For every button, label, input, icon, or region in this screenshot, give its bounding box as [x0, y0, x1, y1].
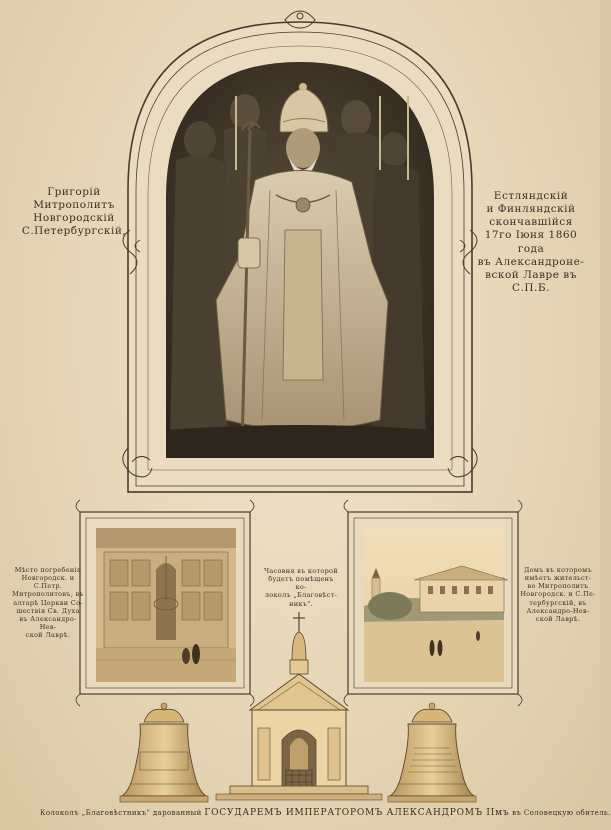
- metropolitan-portrait: [166, 62, 434, 458]
- residence-picture: [364, 528, 508, 682]
- bell-left: [120, 703, 208, 802]
- note-chapel: Часовня въ которой будетъ помѣщенъ ко- локолъ „Благовѣст- никъ".: [264, 567, 338, 608]
- note-burial-place: Мѣсто погребенія Новгородск. и С.Петр. Митрополитовъ, въ алтарѣ Церкви Со- шествія Св. Духа въ Александро-Нев- ской Лаврѣ.: [12, 566, 84, 639]
- bottom-caption-part1: Колоколъ „Благовѣстникъ" дарованный: [40, 809, 205, 817]
- note-residence: Домъ въ которомъ имѣетъ жительст- во Митрополитъ Новгородск. и С.Пе- тербургскій, въ Александро-Нев- ской Лаврѣ.: [520, 566, 596, 623]
- church-interior-frame: [76, 500, 254, 706]
- bottom-caption: [40, 808, 611, 819]
- church-interior-picture: [96, 528, 236, 682]
- title-left: Григорій Митрополитъ Новгородскій С.Петербургскій,: [21, 186, 127, 238]
- bell-right: [388, 703, 476, 802]
- bottom-caption-part2: ГОСУДАРЕМЪ ИМПЕРАТОРОМЪ АЛЕКСАНДРОМЪ IIмъ: [204, 808, 510, 818]
- bottom-caption-part3: въ Соловецкую обитель.: [509, 809, 611, 817]
- title-right: Естляндскій и Финляндскій скончавшійся 17го Іюня 1860 года въ Александроне- вской Лавре въ С.П.Б.: [477, 190, 585, 294]
- residence-frame: [344, 500, 522, 706]
